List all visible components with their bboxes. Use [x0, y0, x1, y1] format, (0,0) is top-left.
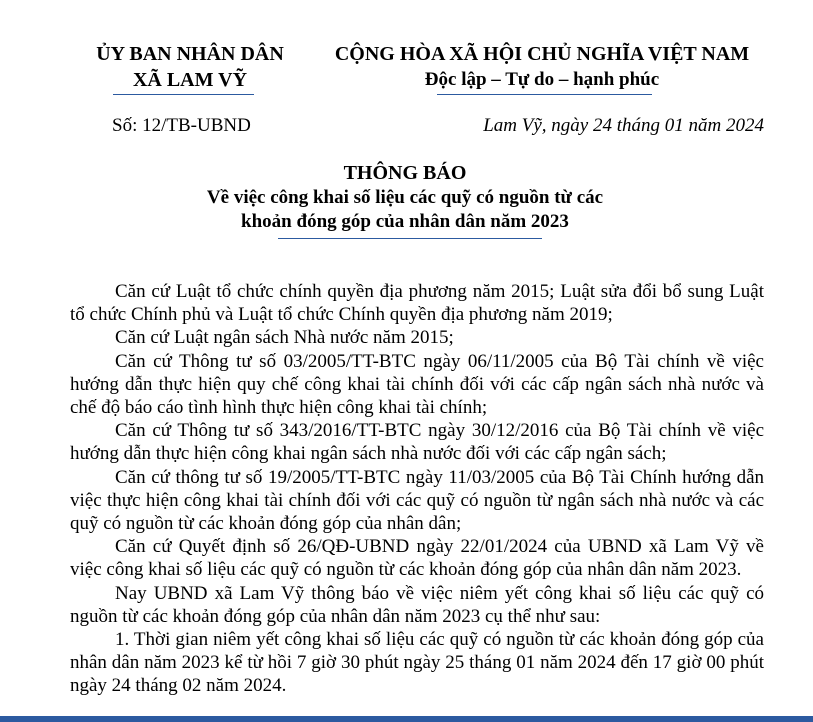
- issuer-line-2: XÃ LAM VỸ: [132, 69, 248, 91]
- paragraph-legal-basis-1: Căn cứ Luật tổ chức chính quyền địa phương năm 2015; Luật sửa đổi bổ sung Luật tổ chức Chính phủ và Luật tổ chức Chính quyền địa phương năm 2019;: [70, 281, 764, 326]
- national-header: [308, 41, 776, 93]
- paragraph-item-1: 1. Thời gian niêm yết công khai số liệu các quỹ có nguồn từ các khoản đóng góp của nhân dân năm 2023 kể từ hồi 7 giờ 30 phút ngày 25 tháng 01 năm 2024 đến 17 giờ 00 phút ngày 24 tháng 02 năm 2024.: [70, 629, 764, 697]
- issuer-underline: [113, 94, 254, 95]
- paragraph-legal-basis-5: Căn cứ thông tư số 19/2005/TT-BTC ngày 11/03/2005 của Bộ Tài Chính hướng dẫn việc thực hiện công khai tài chính đối với các quỹ có nguồn từ ngân sách nhà nước và các quỹ có nguồn từ các khoản đóng góp của nhân dân;: [70, 466, 764, 535]
- document-body: [70, 280, 764, 698]
- title-subject-line-2: khoản đóng góp của nhân dân năm 2023: [241, 211, 569, 232]
- paragraph-legal-basis-6: Căn cứ Quyết định số 26/QĐ-UBND ngày 22/01/2024 của UBND xã Lam Vỹ về việc công khai số liệu các quỹ có nguồn từ các khoản đóng góp của nhân dân năm 2023.: [70, 536, 764, 581]
- issuer-header: [70, 41, 310, 93]
- paragraph-legal-basis-3: Căn cứ Thông tư số 03/2005/TT-BTC ngày 06/11/2005 của Bộ Tài chính về việc hướng dẫn thực hiện quy chế công khai tài chính đối với các cấp ngân sách nhà nước và chế độ báo cáo tình hình thực hiện công khai tài chính;: [70, 350, 764, 419]
- paragraph-legal-basis-2: Căn cứ Luật ngân sách Nhà nước năm 2015;: [115, 327, 454, 349]
- title-underline: [278, 238, 542, 239]
- national-motto: Độc lập – Tự do – hạnh phúc: [424, 69, 660, 90]
- document-number: Số: 12/TB-UBND: [112, 115, 251, 136]
- place-and-date: Lam Vỹ, ngày 24 tháng 01 năm 2024: [483, 115, 764, 136]
- motto-underline: [437, 94, 652, 95]
- national-title: CỘNG HÒA XÃ HỘI CHỦ NGHĨA VIỆT NAM: [334, 43, 750, 65]
- document-title: [150, 160, 660, 234]
- page-bottom-border: [0, 716, 813, 722]
- title-main: THÔNG BÁO: [343, 162, 467, 184]
- paragraph-announcement: Nay UBND xã Lam Vỹ thông báo về việc niêm yết công khai số liệu các quỹ có nguồn từ các khoản đóng góp của nhân dân năm 2023 cụ thể như sau:: [70, 582, 764, 627]
- issuer-line-1: ỦY BAN NHÂN DÂN: [96, 43, 284, 65]
- title-subject-line-1: Về việc công khai số liệu các quỹ có nguồn từ các: [206, 187, 604, 208]
- paragraph-legal-basis-4: Căn cứ Thông tư số 343/2016/TT-BTC ngày 30/12/2016 của Bộ Tài chính về việc hướng dẫn thực hiện công khai ngân sách nhà nước đối với các cấp ngân sách;: [70, 420, 764, 465]
